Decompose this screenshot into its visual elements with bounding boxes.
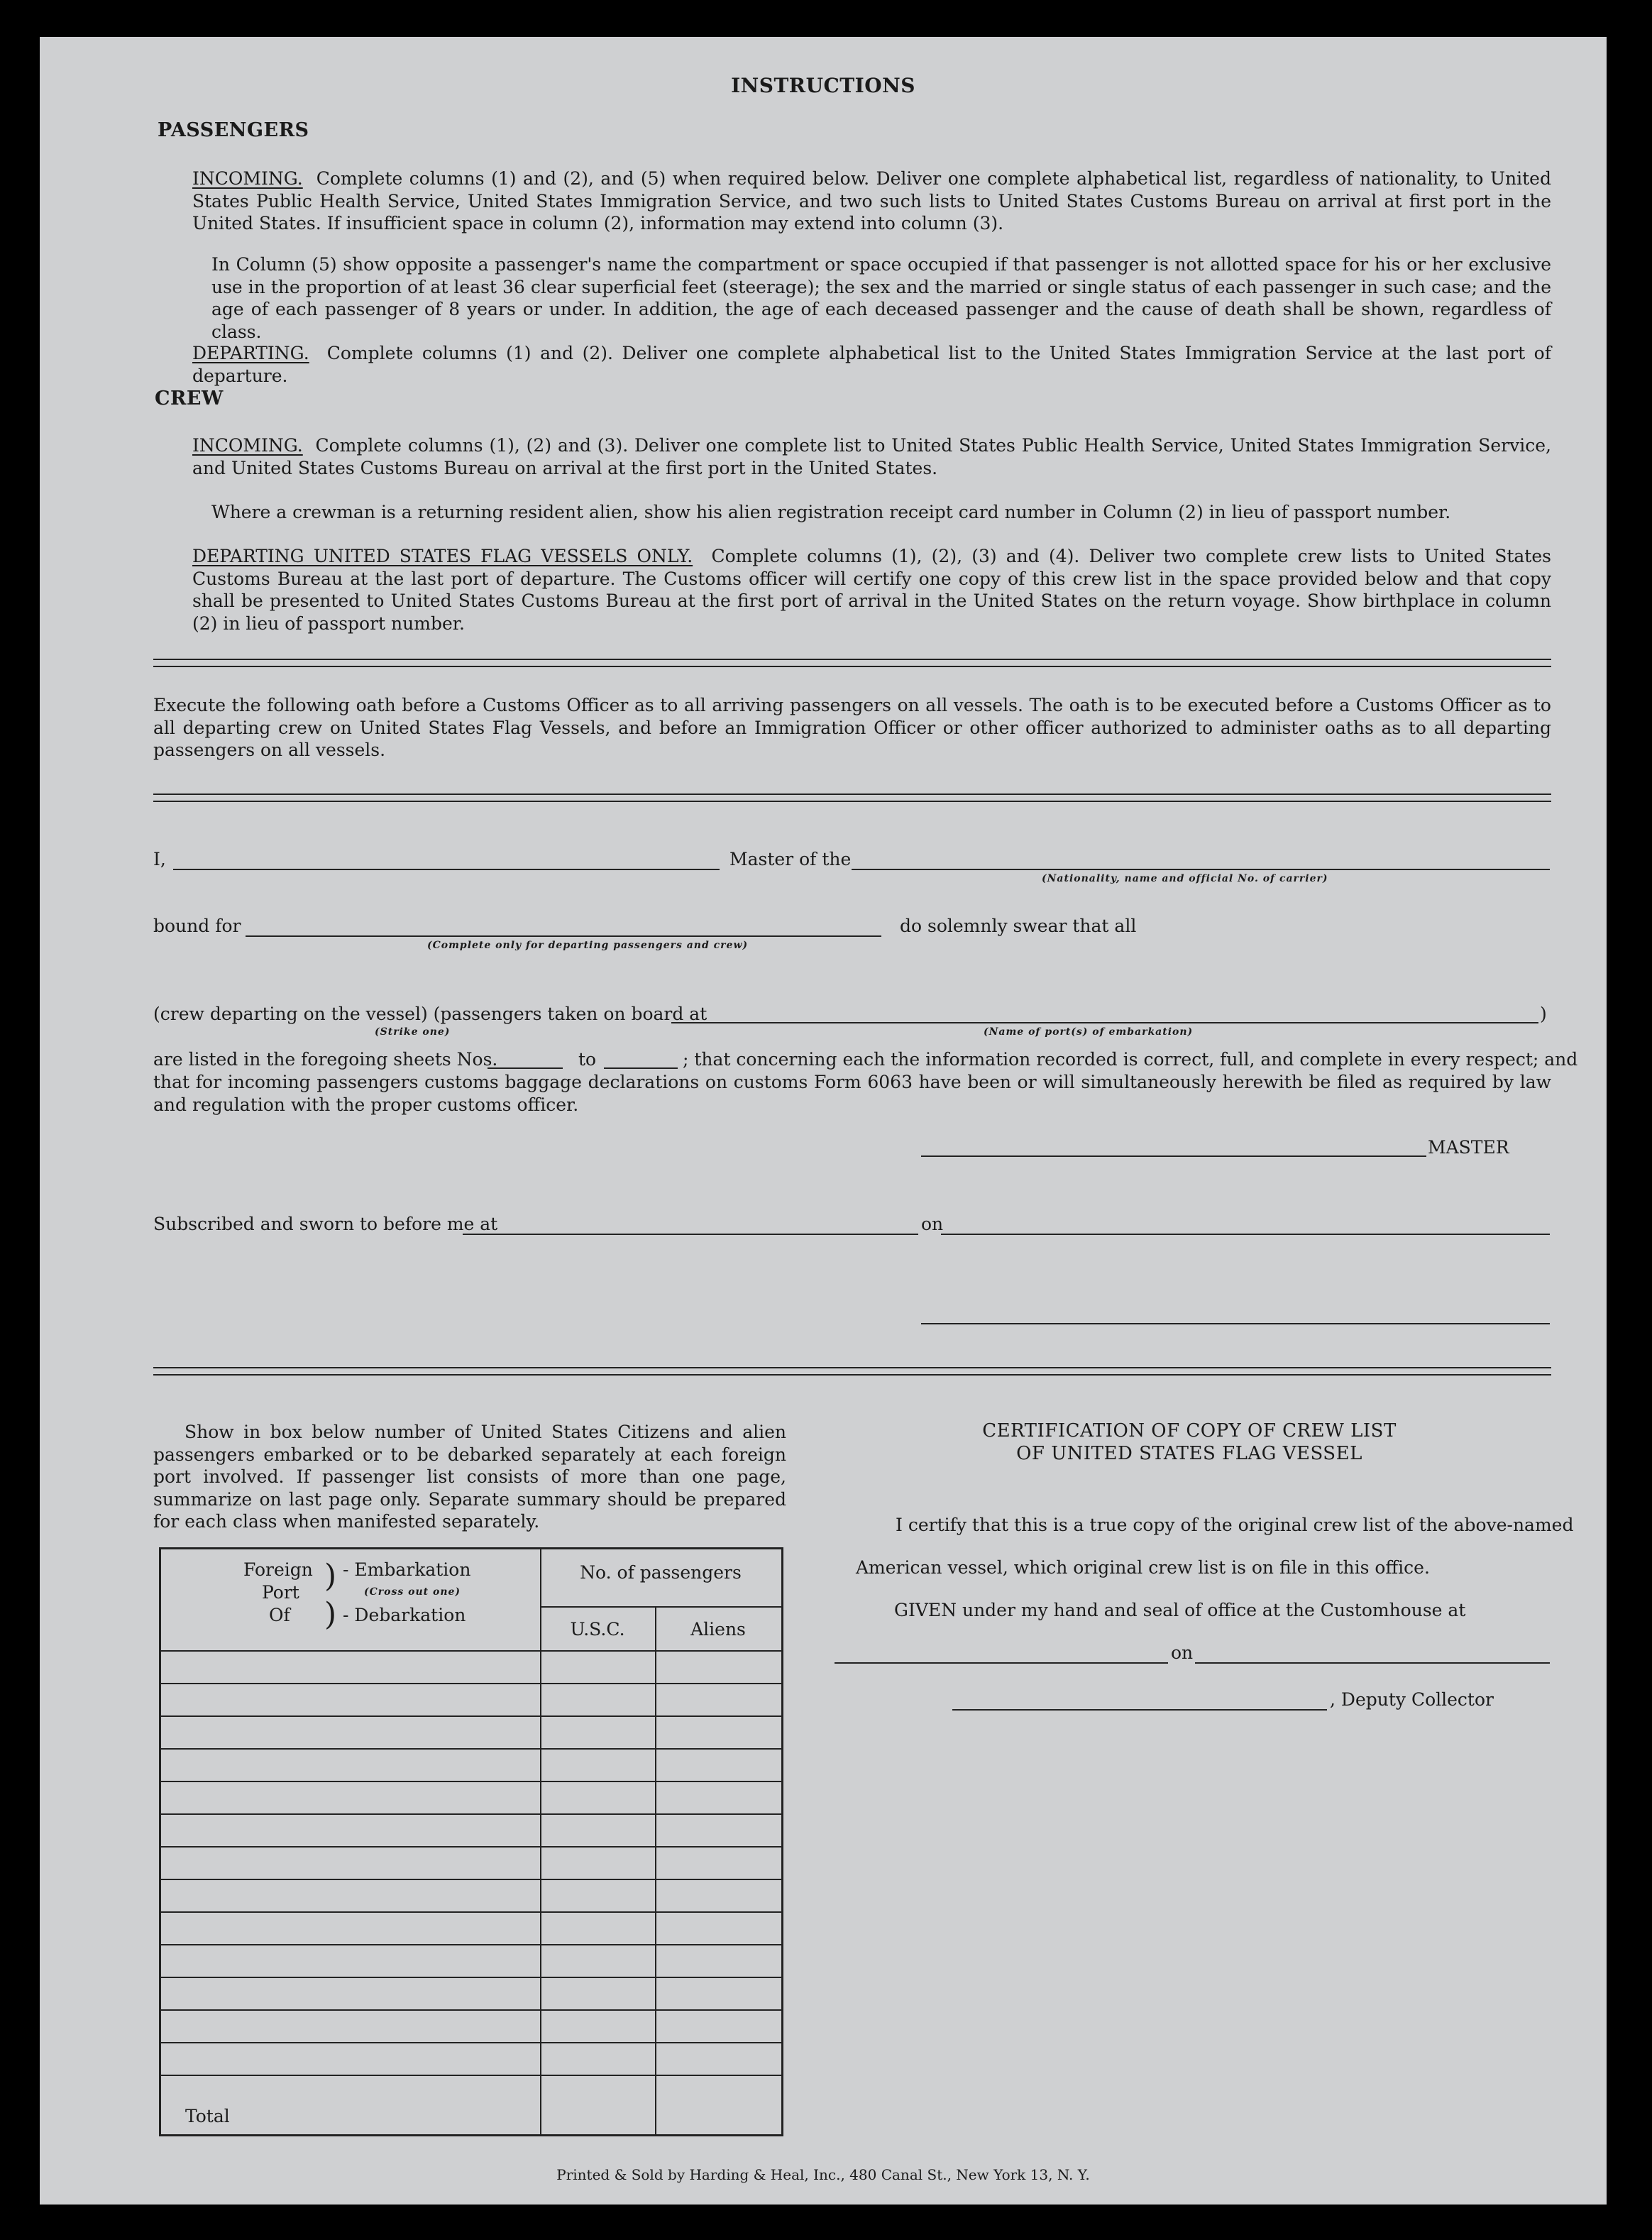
certification-on-label: on (1171, 1642, 1194, 1663)
carrier-caption: (Nationality, name and official No. of carrier) (1042, 873, 1328, 884)
passengers-departing-label: DEPARTING. (192, 343, 309, 363)
certification-date-field[interactable] (1195, 1662, 1550, 1664)
sworn-on-label: on (921, 1214, 944, 1234)
crew-departing-text: Complete columns (1), (2), (3) and (4). Deliver two complete crew lists to United States Customs Bureau at the last port of departure. The Customs officer will certify one copy of this crew list in the space provided below and that copy shall be presented to United States Customs Bureau at the first port of arrival in the United States on the return voyage. Show birthplace in column (2) in lieu of passport number. (192, 546, 1551, 634)
no-of-passengers-header: No. of passengers (580, 1562, 742, 1583)
section-divider (153, 1367, 1551, 1376)
brace-top: ) (324, 1558, 337, 1594)
passengers-departing-paragraph (192, 342, 1551, 387)
passengers-incoming-paragraph (192, 168, 1551, 235)
crew-resident-paragraph: Where a crewman is a returning resident alien, show his alien registration receipt card number in Column (2) in lieu of passport number. (211, 502, 1451, 522)
printer-footer: Printed & Sold by Harding & Heal, Inc., 480 Canal St., New York 13, N. Y. (556, 2166, 1090, 2183)
passengers-incoming-label: INCOMING. (192, 168, 303, 189)
sheet-to-field[interactable] (604, 1067, 678, 1069)
embarkation-label: - Embarkation (343, 1559, 471, 1580)
deputy-collector-label: , Deputy Collector (1330, 1689, 1494, 1710)
summary-instructions: Show in box below number of United States Citizens and alien passengers embarked or to be debarked separately at each foreign port involved. If passenger list consists of more than one page, summarize on last page only. Separate summary should be prepared for each class when manifested separately. (153, 1422, 786, 1532)
customhouse-field[interactable] (835, 1662, 1168, 1664)
crew-heading: CREW (155, 388, 224, 410)
certification-title-line1: CERTIFICATION OF COPY OF CREW LIST (982, 1420, 1397, 1442)
certification-title-line2: OF UNITED STATES FLAG VESSEL (1016, 1443, 1362, 1464)
certification-line3: GIVEN under my hand and seal of office at the Customhouse at (894, 1600, 1466, 1620)
total-label: Total (185, 2106, 230, 2126)
passengers-departing-text: Complete columns (1) and (2). Deliver one complete alphabetical list to the United States Immigration Service at the last port of departure. (192, 343, 1551, 386)
listed-prefix: are listed in the foregoing sheets Nos. (153, 1049, 498, 1070)
passengers-column5-paragraph: In Column (5) show opposite a passenger's name the compartment or space occupied if that passenger is not allotted space for his or her exclusive use in the proportion of at least 36 clear superficial feet (steerage); the sex and the married or single status of each passenger in such case; and the age of each passenger of 8 years or under. In addition, the age of each deceased passenger and the cause of death shall be shown, regardless of class. (211, 254, 1551, 342)
master-signature-field[interactable] (921, 1155, 1426, 1157)
bound-for-field[interactable] (246, 935, 881, 937)
usc-header: U.S.C. (570, 1619, 625, 1640)
passengers-incoming-text: Complete columns (1) and (2), and (5) when required below. Deliver one complete alphabetical list, regardless of nationality, to United States Public Health Service, United States Immigration Service, and two such lists to United States Customs Bureau on arrival at first port in the United States. If insufficient space in column (2), information may extend into column (3). (192, 168, 1551, 234)
listed-rest: ; that concerning each the information recorded is correct, full, and complete in every respect; and (683, 1049, 1578, 1070)
crew-departing-label: DEPARTING UNITED STATES FLAG VESSELS ONLY. (192, 546, 693, 566)
sworn-place-field[interactable] (463, 1234, 918, 1235)
crew-incoming-label: INCOMING. (192, 435, 303, 456)
sheet-from-field[interactable] (488, 1067, 563, 1069)
master-label: MASTER (1428, 1137, 1509, 1158)
crew-departing-paragraph (192, 545, 1551, 635)
listed-line2: that for incoming passengers customs baggage declarations on customs Form 6063 have been or will simultaneously herewith be filed as required by law and regulation with the proper customs officer. (153, 1072, 1551, 1115)
certification-title (891, 1420, 1487, 1465)
foreign-label: Foreign (243, 1559, 313, 1580)
deputy-collector-signature-field[interactable] (952, 1709, 1327, 1711)
bound-for-caption: (Complete only for departing passengers and crew) (427, 940, 749, 951)
debarkation-label: - Debarkation (343, 1605, 466, 1625)
strike-one-caption: (Strike one) (375, 1026, 451, 1038)
swear-text: do solemnly swear that all (900, 916, 1137, 936)
officer-signature-field[interactable] (921, 1323, 1550, 1324)
cross-out-caption: (Cross out one) (364, 1586, 461, 1598)
aliens-header: Aliens (690, 1619, 746, 1640)
brace-bottom: ) (324, 1596, 337, 1632)
passenger-summary-table (159, 1547, 783, 2136)
section-divider (153, 794, 1551, 802)
port-caption: (Name of port(s) of embarkation) (984, 1026, 1194, 1038)
subscribed-label: Subscribed and sworn to before me at (153, 1214, 498, 1234)
bound-for-label: bound for (153, 916, 241, 936)
oath-i-label: I, (153, 849, 166, 869)
sworn-date-field[interactable] (941, 1234, 1550, 1235)
crew-incoming-paragraph (192, 434, 1551, 479)
of-label: Of (269, 1605, 290, 1625)
to-label: to (578, 1049, 597, 1070)
passengers-heading: PASSENGERS (158, 119, 309, 141)
crew-departing-line: (crew departing on the vessel) (passengers taken on board at (153, 1004, 707, 1024)
certification-line1: I certify that this is a true copy of the original crew list of the above-named (896, 1515, 1574, 1535)
master-of-the-label: Master of the (729, 849, 852, 869)
close-paren: ) (1540, 1004, 1547, 1024)
certification-line2: American vessel, which original crew list is on file in this office. (856, 1557, 1430, 1578)
port-label: Port (262, 1582, 299, 1603)
carrier-field[interactable] (852, 869, 1550, 870)
form-sheet (40, 37, 1607, 2205)
section-divider (153, 659, 1551, 667)
crew-incoming-text: Complete columns (1), (2) and (3). Deliver one complete list to United States Public Health Service, United States Immigration Service, and United States Customs Bureau on arrival at the first port in the United States. (192, 435, 1551, 478)
master-name-field[interactable] (173, 869, 720, 870)
embarkation-port-field[interactable] (671, 1022, 1538, 1023)
oath-intro: Execute the following oath before a Customs Officer as to all arriving passengers on all vessels. The oath is to be executed before a Customs Officer as to all departing crew on United States Flag Vessels, and before an Immigration Officer or other officer authorized to administer oaths as to all departing passengers on all vessels. (153, 695, 1551, 760)
page-title: INSTRUCTIONS (731, 74, 915, 97)
